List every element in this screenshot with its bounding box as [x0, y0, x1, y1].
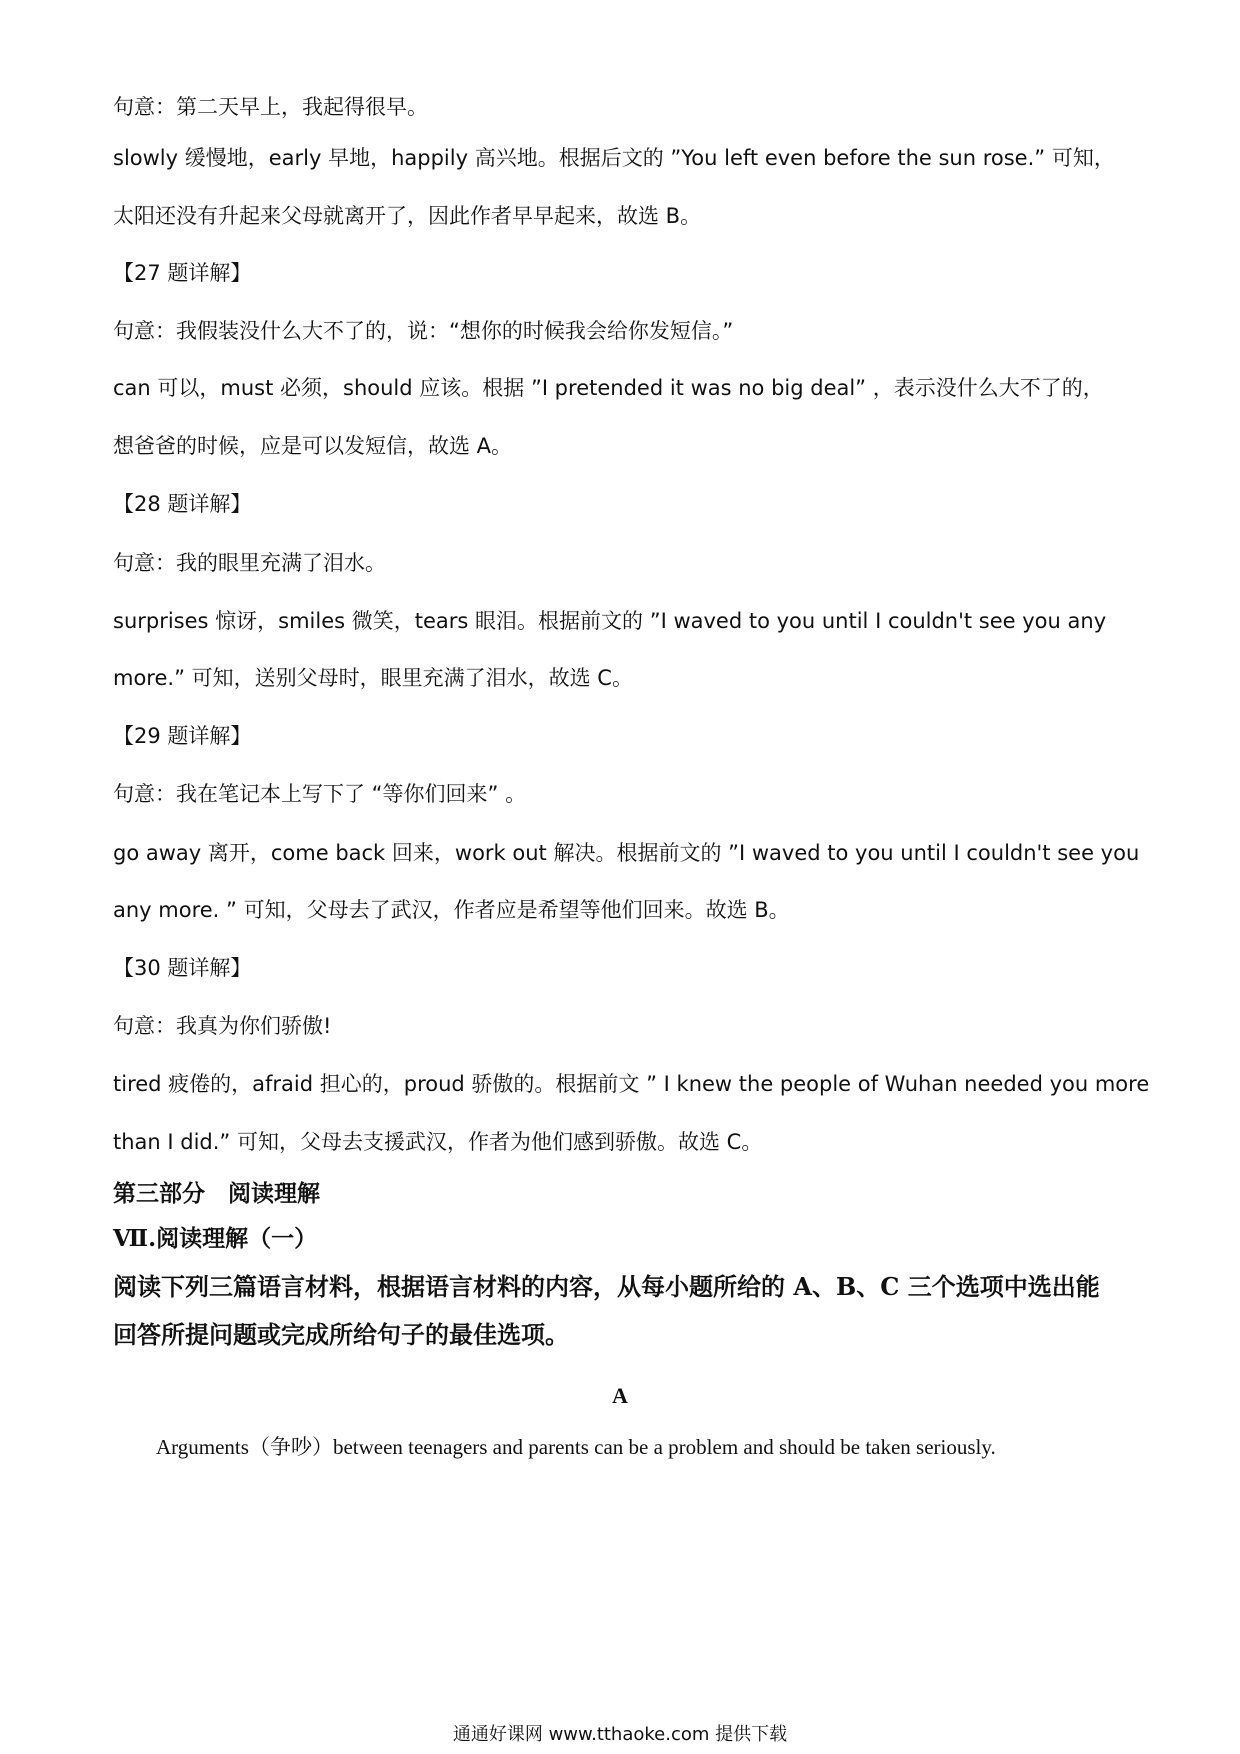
text-line: 句意：我的眼里充满了泪水。: [113, 551, 386, 575]
passage-letter: A: [612, 1383, 628, 1408]
text-line: 句意：第二天早上，我起得很早。: [113, 95, 428, 119]
text-line: 句意：我假装没什么大不了的，说：“想你的时候我会给你发短信。”: [113, 319, 734, 343]
footer-text: 通通好课网 www.tthaoke.com 提供下载: [452, 1724, 788, 1745]
question-heading: 【29 题详解】: [113, 724, 252, 748]
text-line: than I did.” 可知，父母去支援武汉，作者为他们感到骄傲。故选 C。: [113, 1130, 763, 1154]
text-line: any more. ” 可知，父母去了武汉，作者应是希望等他们回来。故选 B。: [113, 898, 790, 922]
text-line: 句意：我在笔记本上写下了 “等你们回来” 。: [113, 782, 527, 806]
part-title: 第三部分 阅读理解: [113, 1180, 320, 1207]
instruction-line-2: 回答所提问题或完成所给句子的最佳选项。: [113, 1320, 569, 1349]
reading-title: Ⅶ.阅读理解（一）: [113, 1225, 318, 1252]
text-line: slowly 缓慢地，early 早地，happily 高兴地。根据后文的 ”You left even before the sun rose.” 可知，: [113, 146, 1115, 170]
question-heading: 【28 题详解】: [113, 492, 252, 516]
text-line: tired 疲倦的，afraid 担心的，proud 骄傲的。根据前文 ” I knew the people of Wuhan needed you more: [113, 1072, 1150, 1096]
question-heading: 【30 题详解】: [113, 956, 252, 980]
text-line: go away 离开，come back 回来，work out 解决。根据前文的 ”I waved to you until I couldn't see you: [113, 841, 1140, 865]
text-line: 句意：我真为你们骄傲!: [113, 1014, 332, 1038]
text-line: can 可以，must 必须，should 应该。根据 ”I pretended it was no big deal” ，表示没什么大不了的，: [113, 376, 1104, 400]
text-line: 太阳还没有升起来父母就离开了，因此作者早早起来，故选 B。: [113, 204, 702, 228]
question-heading: 【27 题详解】: [113, 261, 252, 285]
text-line: surprises 惊讶，smiles 微笑，tears 眼泪。根据前文的 ”I waved to you until I couldn't see you any: [113, 609, 1107, 633]
instruction-line-1: 阅读下列三篇语言材料，根据语言材料的内容，从每小题所给的 A、B、C 三个选项中选出能: [113, 1272, 1100, 1301]
text-line: more.” 可知，送别父母时，眼里充满了泪水，故选 C。: [113, 666, 633, 690]
passage-first-line: Arguments（争吵）between teenagers and parents can be a problem and should be taken seriously.: [156, 1435, 996, 1459]
text-line: 想爸爸的时候，应是可以发短信，故选 A。: [113, 434, 513, 458]
